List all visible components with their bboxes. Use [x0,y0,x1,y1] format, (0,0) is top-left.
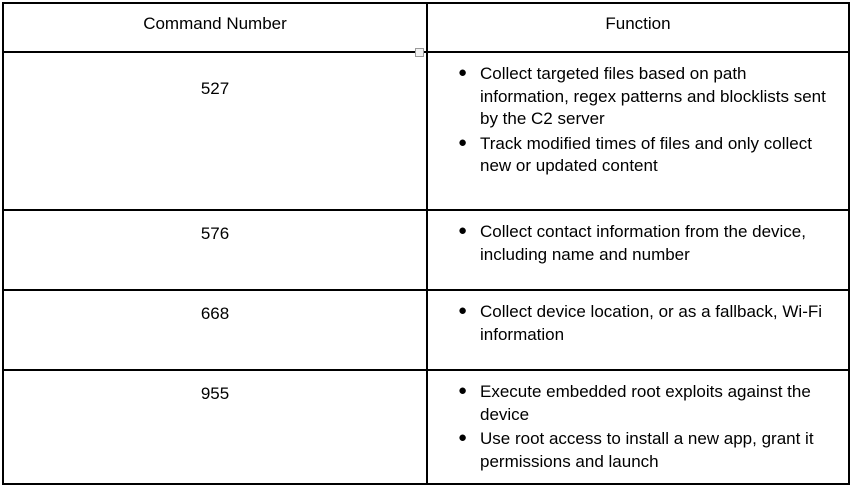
command-number-cell: 668 [3,290,427,370]
table-row [3,290,849,370]
function-list [438,63,830,178]
list-item-text: Collect contact information from the device, including name and number [480,222,806,264]
list-item [438,301,830,346]
table-row [3,210,849,290]
bullet-icon: ● [458,133,468,151]
bullet-icon: ● [458,302,468,319]
list-item-text: Collect targeted files based on path information, regex patterns and blocklists sent by the C2 server [480,64,826,129]
list-item-text: Collect device location, or as a fallback, Wi-Fi information [480,302,823,344]
column-resize-handle[interactable] [415,48,424,57]
table-row [3,370,849,484]
list-item-text: Use root access to install a new app, grant it permissions and launch [480,429,814,471]
command-number-cell: 955 [3,370,427,484]
bullet-icon: ● [458,429,468,447]
table-header-row [3,3,849,52]
table-row [3,52,849,210]
bullet-icon: ● [458,222,468,239]
function-list [438,221,830,266]
function-list [438,381,830,473]
bullet-icon: ● [458,382,468,399]
bullet-icon: ● [458,64,468,81]
list-item-text: Execute embedded root exploits against the device [480,382,811,424]
command-number-cell: 527 [3,52,427,210]
column-header-command-number: Command Number [3,3,427,52]
list-item [438,221,830,266]
function-cell [427,290,849,370]
function-cell [427,210,849,290]
list-item [438,133,830,178]
list-item [438,381,830,426]
command-number-cell: 576 [3,210,427,290]
function-cell [427,370,849,484]
document-page [0,2,850,471]
list-item-text: Track modified times of files and only collect new or updated content [480,133,812,176]
command-function-table [2,2,850,485]
column-header-function: Function [427,3,849,52]
list-item [438,63,830,131]
function-cell [427,52,849,210]
function-list [438,301,830,346]
